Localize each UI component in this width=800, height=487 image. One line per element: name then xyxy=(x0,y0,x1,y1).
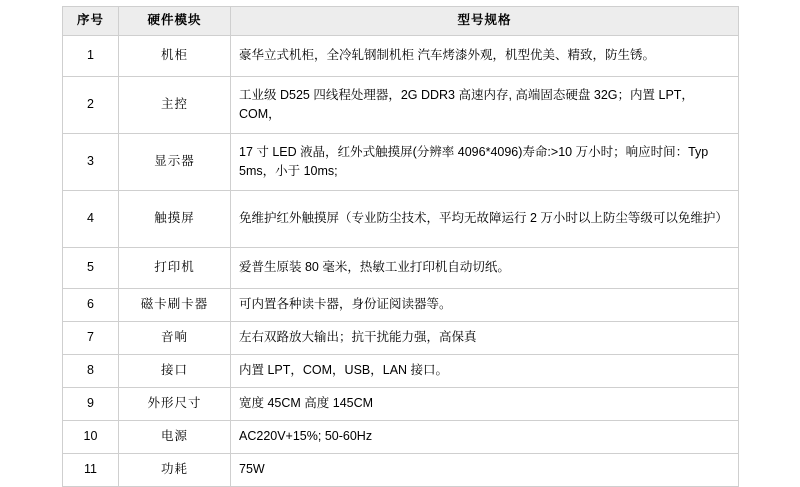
row-module: 磁卡刷卡器 xyxy=(119,289,231,322)
row-spec: 左右双路放大输出；抗干扰能力强，高保真 xyxy=(231,322,739,355)
row-index: 11 xyxy=(63,454,119,487)
row-module: 主控 xyxy=(119,77,231,134)
row-module: 显示器 xyxy=(119,134,231,191)
row-module: 功耗 xyxy=(119,454,231,487)
row-spec: 75W xyxy=(231,454,739,487)
table-row xyxy=(63,322,739,355)
row-spec: 内置 LPT，COM，USB，LAN 接口。 xyxy=(231,355,739,388)
table-row xyxy=(63,289,739,322)
table-row xyxy=(63,36,739,77)
table-row xyxy=(63,454,739,487)
row-spec: 17 寸 LED 液晶，红外式触摸屏(分辨率 4096*4096)寿命:>10 万小时；响应时间：Typ 5ms，小于 10ms; xyxy=(231,134,739,191)
row-module: 电源 xyxy=(119,421,231,454)
table-row xyxy=(63,421,739,454)
table-row xyxy=(63,134,739,191)
table-row xyxy=(63,388,739,421)
row-module: 机柜 xyxy=(119,36,231,77)
column-header-index: 序号 xyxy=(63,7,119,36)
row-module: 音响 xyxy=(119,322,231,355)
table-body xyxy=(63,36,739,487)
row-index: 6 xyxy=(63,289,119,322)
column-header-module: 硬件模块 xyxy=(119,7,231,36)
table-row xyxy=(63,191,739,248)
row-index: 3 xyxy=(63,134,119,191)
column-header-spec: 型号规格 xyxy=(231,7,739,36)
table-header xyxy=(63,7,739,36)
row-index: 1 xyxy=(63,36,119,77)
row-spec: 工业级 D525 四线程处理器，2G DDR3 高速内存, 高端固态硬盘 32G；内置 LPT，COM， xyxy=(231,77,739,134)
row-module: 外形尺寸 xyxy=(119,388,231,421)
row-module: 打印机 xyxy=(119,248,231,289)
table-header-row xyxy=(63,7,739,36)
row-index: 7 xyxy=(63,322,119,355)
row-index: 4 xyxy=(63,191,119,248)
row-index: 10 xyxy=(63,421,119,454)
table-row xyxy=(63,248,739,289)
row-index: 8 xyxy=(63,355,119,388)
row-module: 接口 xyxy=(119,355,231,388)
row-index: 5 xyxy=(63,248,119,289)
table-row xyxy=(63,77,739,134)
row-spec: 宽度 45CM 高度 145CM xyxy=(231,388,739,421)
row-index: 9 xyxy=(63,388,119,421)
row-spec: 免维护红外触摸屏（专业防尘技术，平均无故障运行 2 万小时以上防尘等级可以免维护） xyxy=(231,191,739,248)
row-module: 触摸屏 xyxy=(119,191,231,248)
table-row xyxy=(63,355,739,388)
row-spec: 可内置各种读卡器，身份证阅读器等。 xyxy=(231,289,739,322)
row-spec: 爱普生原装 80 毫米，热敏工业打印机自动切纸。 xyxy=(231,248,739,289)
document-page xyxy=(0,6,800,477)
row-spec: 豪华立式机柜，全冷轧钢制机柜 汽车烤漆外观，机型优美、精致，防生锈。 xyxy=(231,36,739,77)
row-index: 2 xyxy=(63,77,119,134)
hardware-spec-table xyxy=(62,6,739,487)
row-spec: AC220V+15%; 50-60Hz xyxy=(231,421,739,454)
